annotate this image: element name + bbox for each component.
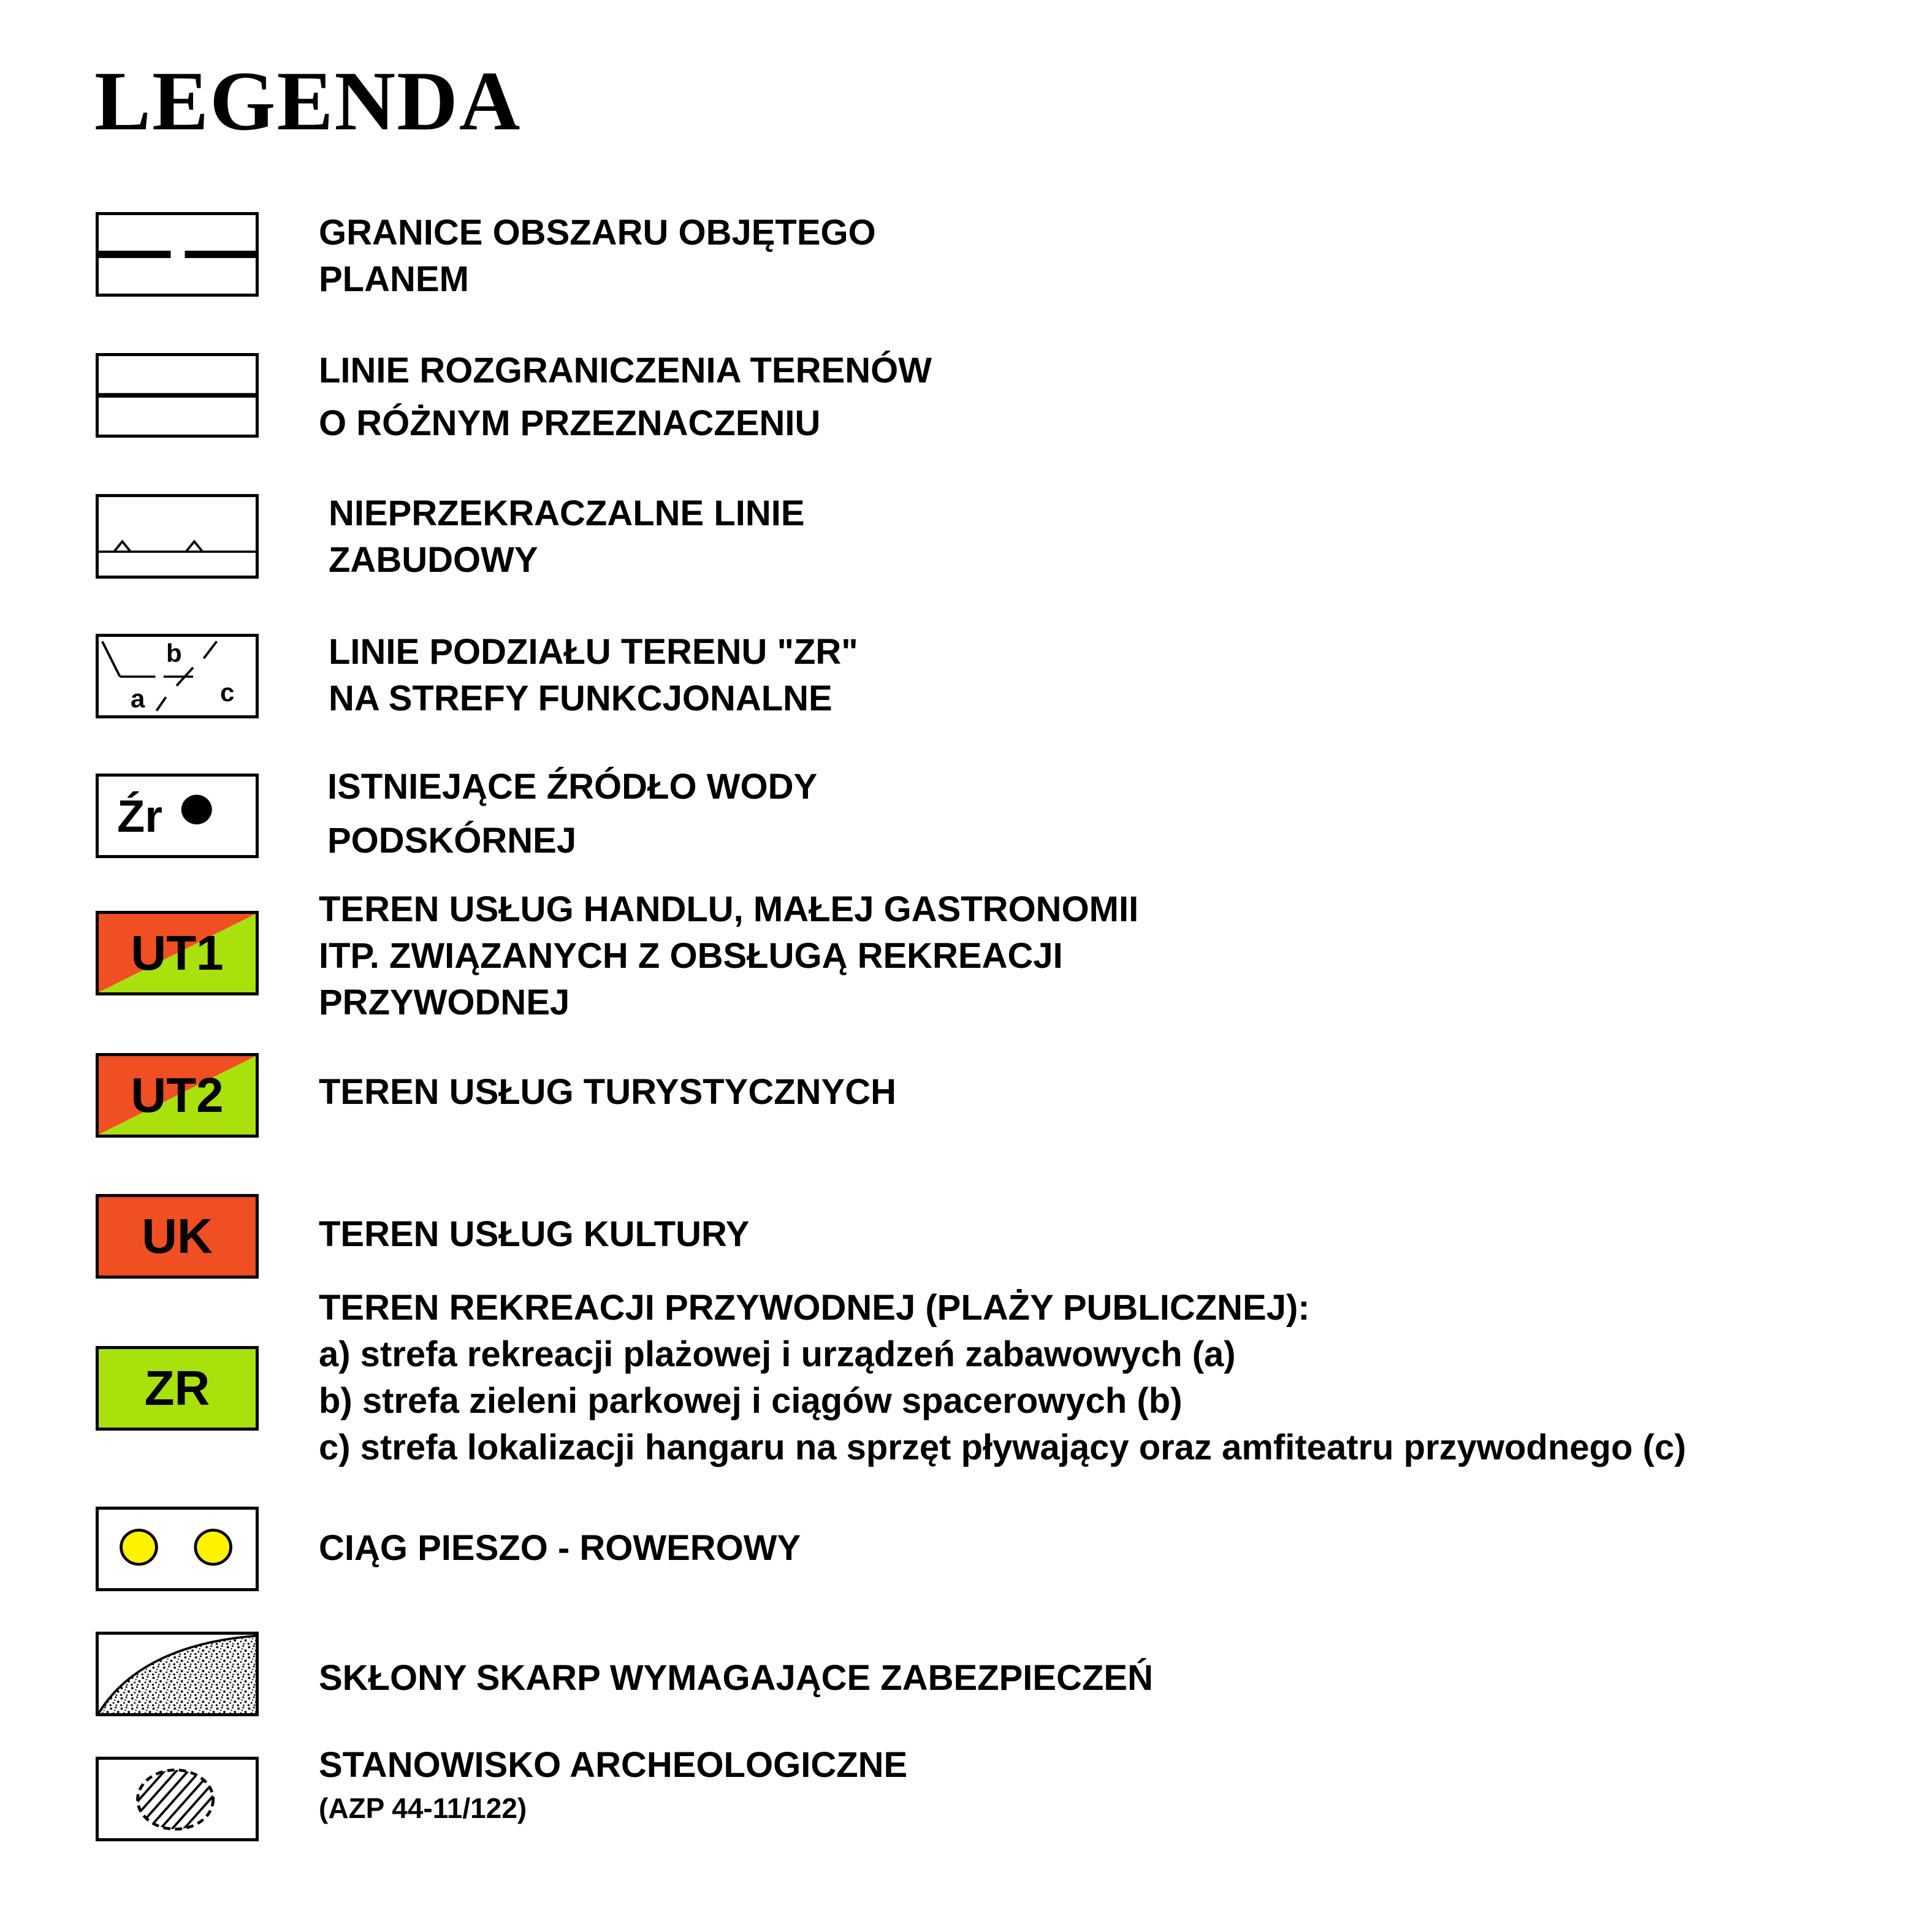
zone-label-b: b	[166, 639, 182, 667]
legend-item-12-description	[319, 1742, 907, 1828]
description-line: SKŁONY SKARP WYMAGAJĄCE ZABEZPIECZEŃ	[319, 1658, 1153, 1698]
legend-item-3-description	[329, 490, 805, 584]
boundary-line-symbol	[96, 212, 259, 297]
legend-item-4-description	[329, 629, 858, 722]
site-reference-note: (AZP 44-11/122)	[319, 1792, 527, 1824]
description-line: PLANEM	[319, 259, 469, 299]
description-line: c) strefa lokalizacji hangaru na sprzęt pływający oraz amfiteatru przywodnego (c)	[319, 1428, 1686, 1467]
slope-symbol	[96, 1632, 259, 1716]
ut2-code: UT2	[131, 1068, 224, 1122]
legend-item-9-description	[319, 1285, 1686, 1471]
description-line: CIĄG PIESZO - ROWEROWY	[319, 1528, 801, 1568]
description-line: O RÓŻNYM PRZEZNACZENIU	[319, 403, 821, 443]
zone-label-c: c	[220, 678, 235, 707]
legend-item-11-description	[319, 1655, 1153, 1702]
description-line: NA STREFY FUNKCJONALNE	[329, 679, 832, 718]
description-line: LINIE PODZIAŁU TERENU "ZR"	[329, 632, 858, 672]
legend-item-10-description	[319, 1525, 801, 1572]
description-line: LINIE ROZGRANICZENIA TERENÓW	[319, 351, 932, 390]
description-line: a) strefa rekreacji plażowej i urządzeń zabawowych (a)	[319, 1334, 1236, 1374]
zr-symbol	[96, 1346, 259, 1431]
description-line: ZABUDOWY	[329, 540, 538, 580]
zone-division-symbol	[96, 634, 259, 718]
description-line: NIEPRZEKRACZALNE LINIE	[329, 493, 805, 533]
legend-item-8-description	[319, 1211, 749, 1258]
uk-code: UK	[142, 1209, 213, 1263]
legend-item-7-description	[319, 1069, 896, 1116]
description-line: PRZYWODNEJ	[319, 983, 570, 1022]
water-source-dot-icon	[181, 795, 212, 824]
description-line: GRANICE OBSZARU OBJĘTEGO	[319, 213, 876, 253]
archaeological-site-symbol	[96, 1757, 259, 1841]
legend-item-5-description	[327, 760, 817, 868]
description-line: ITP. ZWIĄZANYCH Z OBSŁUGĄ REKREACJI	[319, 936, 1063, 976]
yellow-dot-icon	[121, 1530, 157, 1564]
water-source-symbol	[96, 774, 259, 858]
ut1-symbol	[96, 911, 259, 995]
description-line: PODSKÓRNEJ	[327, 821, 577, 861]
water-source-code: Źr	[117, 791, 162, 842]
description-line: ISTNIEJĄCE ŹRÓDŁO WODY	[327, 767, 818, 807]
description-line: TEREN REKREACJI PRZYWODNEJ (PLAŻY PUBLICZNEJ):	[319, 1288, 1310, 1328]
description-line: TEREN USŁUG HANDLU, MAŁEJ GASTRONOMII	[319, 889, 1139, 929]
legend-item-6-description	[319, 886, 1138, 1026]
yellow-dot-icon	[196, 1530, 231, 1564]
legend-item-2-description	[319, 344, 932, 450]
pedestrian-cycle-path-symbol	[96, 1507, 259, 1591]
ut2-symbol	[96, 1053, 259, 1138]
delimitation-line-symbol	[96, 353, 259, 438]
building-line-symbol	[96, 494, 259, 579]
zr-code: ZR	[144, 1361, 210, 1415]
description-line: TEREN USŁUG TURYSTYCZNYCH	[319, 1072, 896, 1112]
zone-label-a: a	[131, 684, 145, 713]
legend-title: LEGENDA	[94, 54, 522, 148]
legend-item-1-description	[319, 210, 876, 303]
description-line: TEREN USŁUG KULTURY	[319, 1214, 750, 1254]
uk-symbol	[96, 1194, 259, 1279]
description-line: b) strefa zieleni parkowej i ciągów spacerowych (b)	[319, 1381, 1183, 1421]
description-line: STANOWISKO ARCHEOLOGICZNE	[319, 1745, 908, 1785]
ut1-code: UT1	[131, 926, 224, 980]
